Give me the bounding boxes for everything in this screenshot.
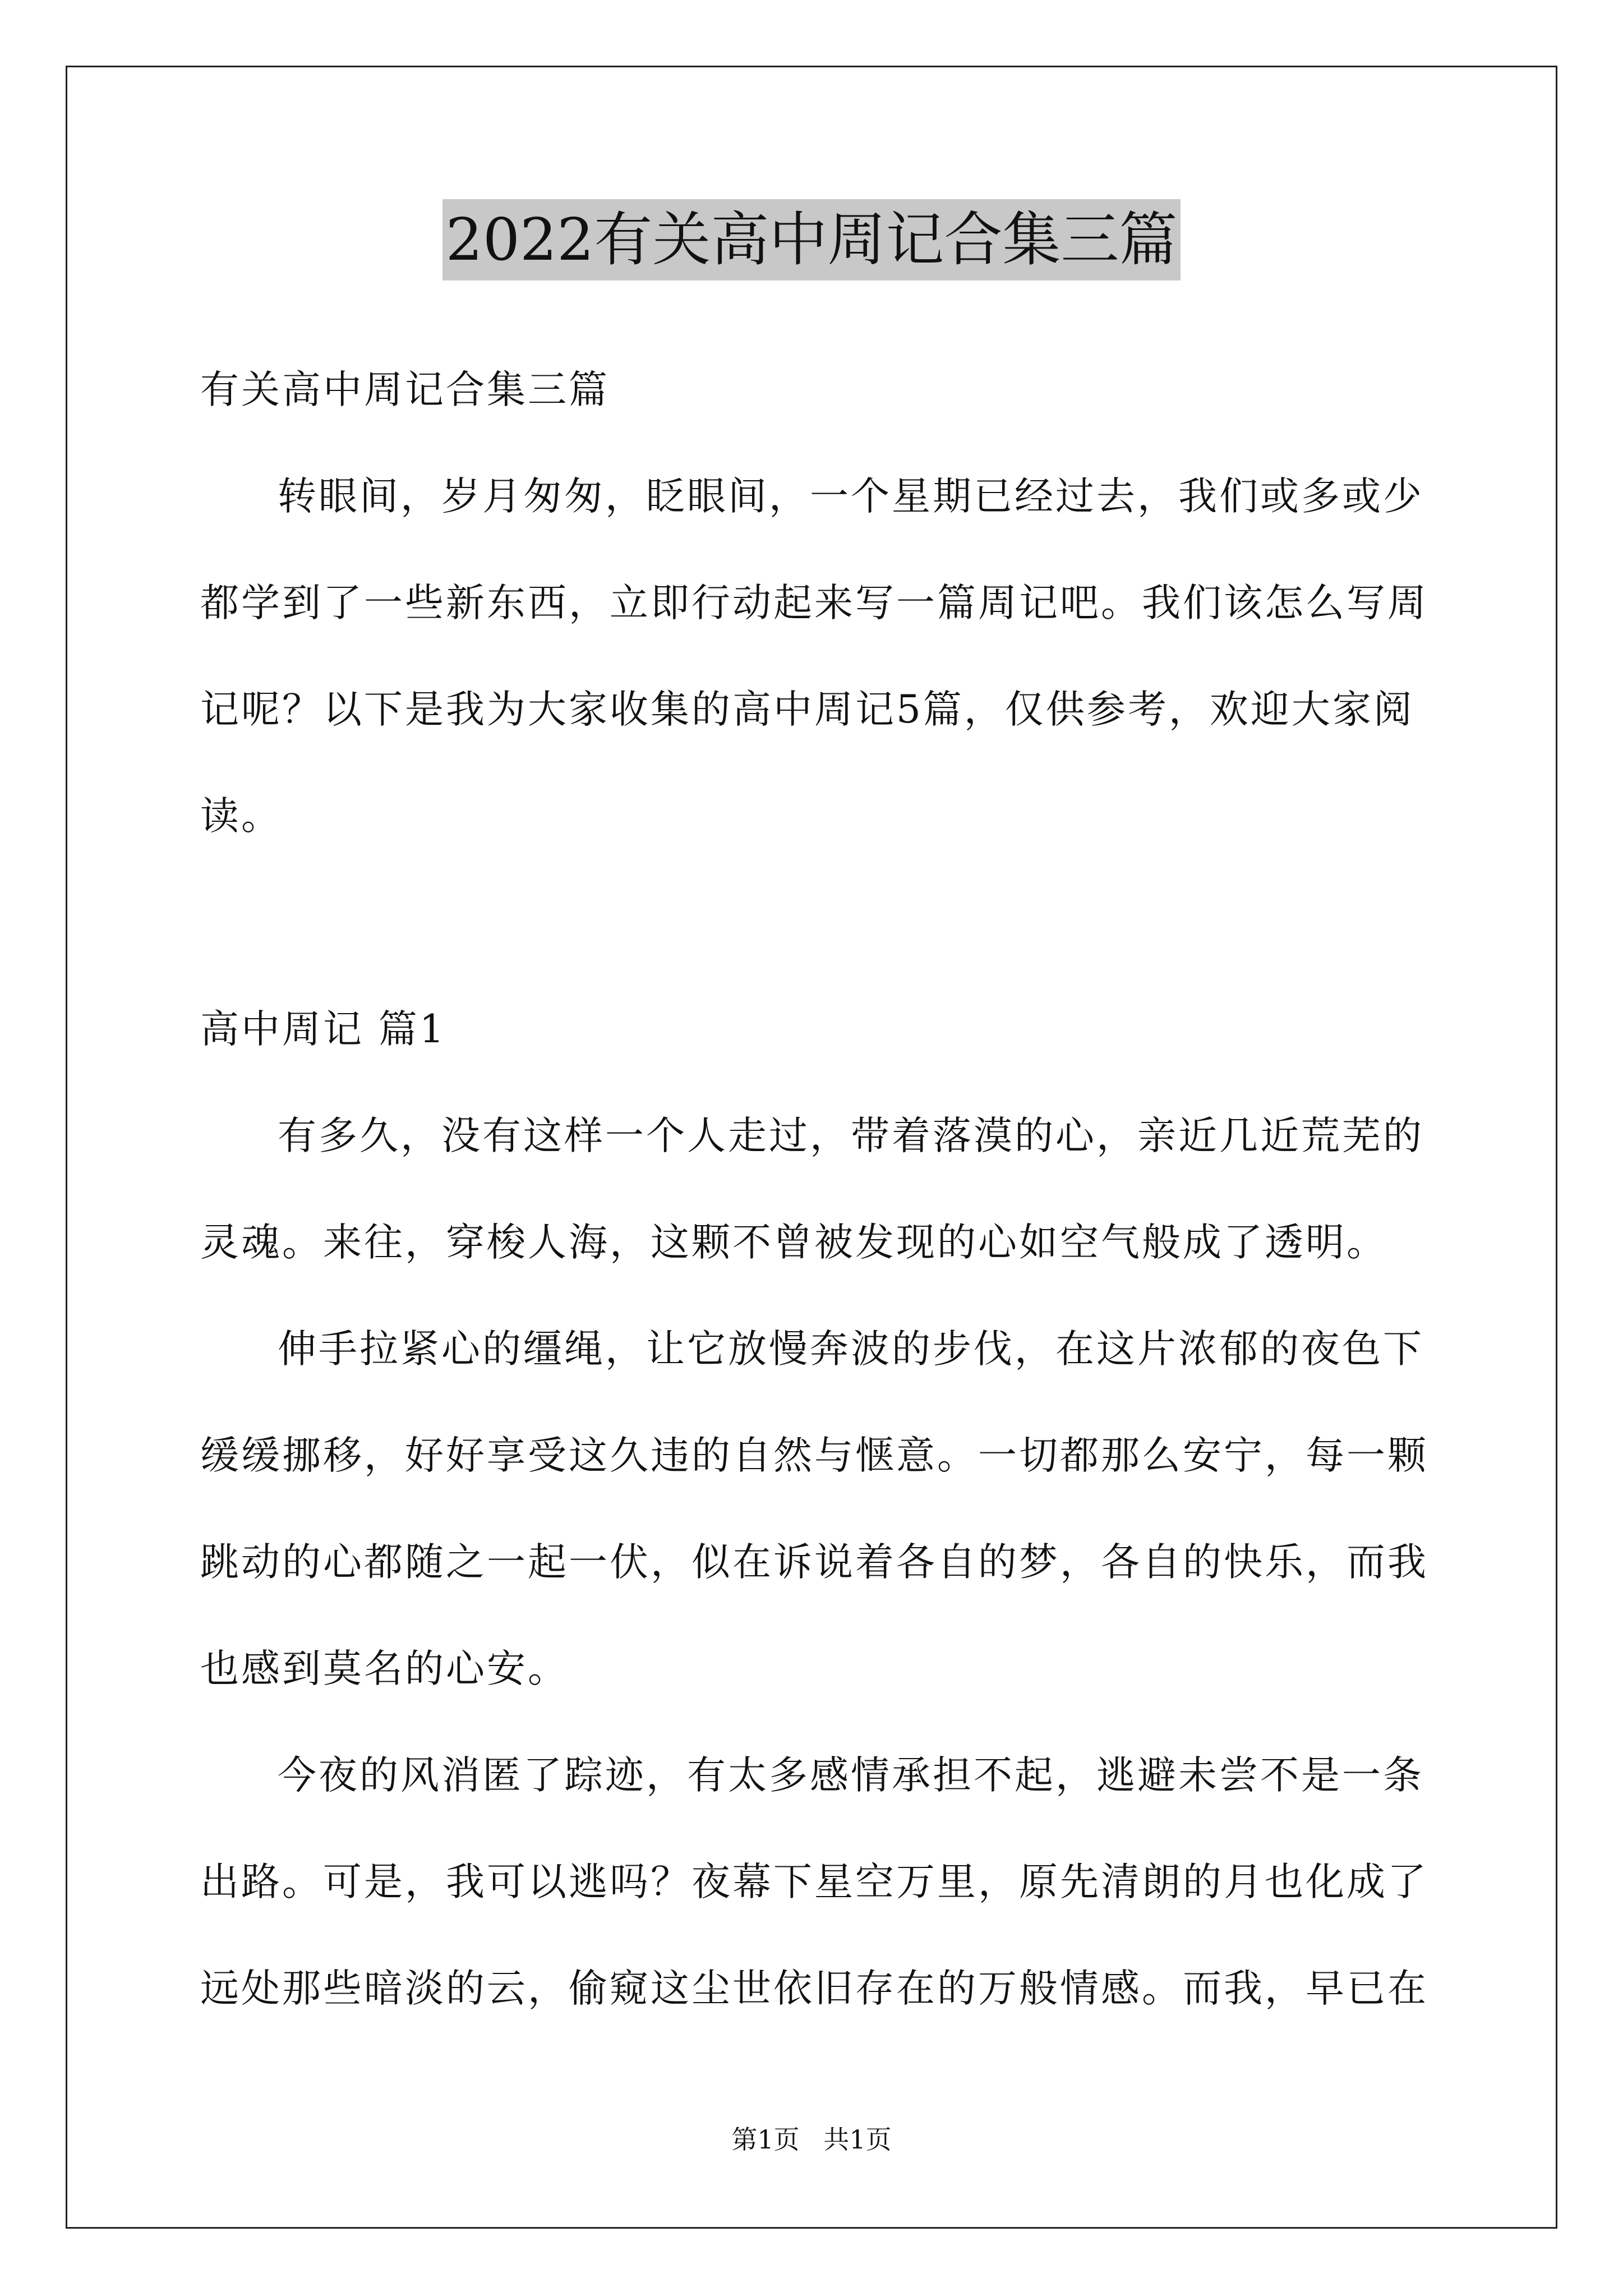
paragraph3-line: 今夜的风消匿了踪迹，有太多感情承担不起，逃避未尝不是一条 [278, 1753, 1424, 1798]
paragraph2-line: 跳动的心都随之一起一伏，似在诉说着各自的梦，各自的快乐，而我 [200, 1540, 1428, 1585]
paragraph2-line: 缓缓挪移，好好享受这久违的自然与惬意。一切都那么安宁，每一颗 [200, 1433, 1428, 1478]
page-number-current: 第1页 [731, 2124, 800, 2155]
document-body [200, 337, 1434, 2042]
paragraph1-line: 灵魂。来往，穿梭人海，这颗不曾被发现的心如空气般成了透明。 [200, 1220, 1387, 1265]
section-heading: 高中周记 篇1 [200, 1007, 446, 1052]
document-subtitle: 有关高中周记合集三篇 [200, 367, 610, 412]
paragraph2-line: 伸手拉紧心的缰绳，让它放慢奔波的步伐，在这片浓郁的夜色下 [278, 1327, 1424, 1372]
document-title: 2022有关高中周记合集三篇 [442, 199, 1181, 280]
spacer [200, 869, 1434, 976]
intro-line: 转眼间，岁月匆匆，眨眼间，一个星期已经过去，我们或多或少 [278, 474, 1424, 519]
page-footer [0, 2123, 1623, 2156]
page-number-total: 共1页 [823, 2124, 892, 2155]
intro-line: 记呢？以下是我为大家收集的高中周记5篇，仅供参考，欢迎大家阅 [200, 687, 1414, 732]
intro-line: 都学到了一些新东西，立即行动起来写一篇周记吧。我们该怎么写周 [200, 581, 1428, 625]
intro-line: 读。 [200, 794, 282, 839]
paragraph3-line: 出路。可是，我可以逃吗？夜幕下星空万里，原先清朗的月也化成了 [200, 1860, 1428, 1904]
paragraph1-line: 有多久，没有这样一个人走过，带着落漠的心，亲近几近荒芜的 [278, 1114, 1424, 1158]
paragraph3-line: 远处那些暗淡的云，偷窥这尘世依旧存在的万般情感。而我，早已在 [200, 1966, 1428, 2011]
title-container [0, 199, 1623, 280]
paragraph2-line: 也感到莫名的心安。 [200, 1646, 569, 1691]
